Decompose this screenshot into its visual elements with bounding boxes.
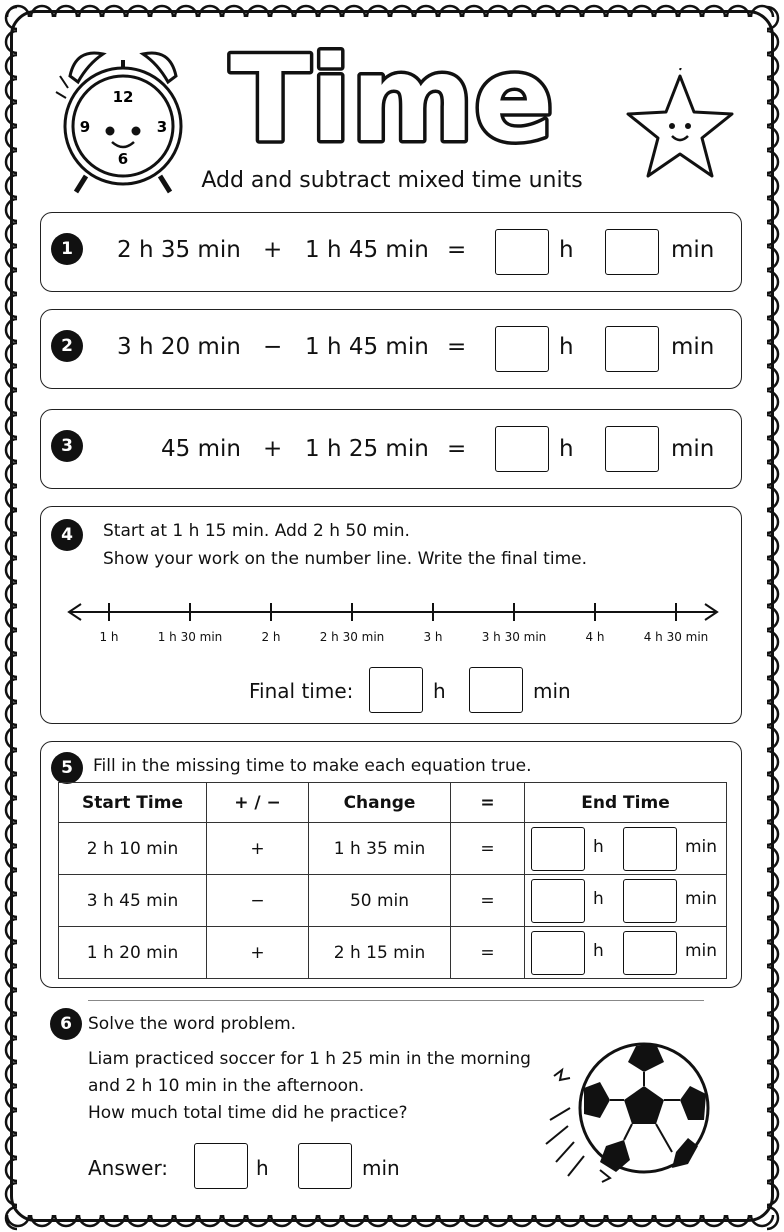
table-row: [59, 927, 727, 979]
operator: +: [263, 436, 283, 462]
minutes-unit: min: [533, 679, 571, 703]
left-operand: 2 h 35 min: [117, 237, 241, 263]
minutes-unit: min: [685, 837, 718, 857]
problem-number-badge: 4: [51, 519, 83, 551]
end-time-cell: [525, 823, 727, 875]
section-divider: [88, 1000, 704, 1001]
end-time-cell: [525, 927, 727, 979]
minutes-unit: min: [362, 1156, 400, 1180]
hours-unit: h: [256, 1156, 269, 1180]
table-row: [59, 823, 727, 875]
final-time-label: Final time:: [249, 679, 354, 703]
word-problem-line-3: How much total time did he practice?: [88, 1103, 408, 1123]
problem-6-instruction: Solve the word problem.: [88, 1014, 297, 1034]
start-time-cell: 2 h 10 min: [59, 823, 207, 875]
minutes-unit: min: [671, 237, 715, 263]
hours-unit: h: [559, 436, 574, 462]
word-problem-line-1: Liam practiced soccer for 1 h 25 min in the morning: [88, 1049, 531, 1069]
page-subtitle: Add and subtract mixed time units: [201, 168, 583, 193]
soccer-ball-icon: [540, 1028, 710, 1188]
end-time-cell: [525, 875, 727, 927]
final-hours-answer-box[interactable]: [369, 667, 423, 713]
column-header: Change: [309, 783, 451, 823]
minutes-answer-box[interactable]: [623, 931, 677, 975]
hours-unit: h: [559, 237, 574, 263]
problem-3-card: [40, 409, 742, 489]
operator: −: [263, 334, 283, 360]
equals-sign: =: [447, 334, 467, 360]
minutes-answer-box[interactable]: [623, 827, 677, 871]
hours-unit: h: [433, 679, 446, 703]
equals-cell: =: [451, 823, 525, 875]
answer-label: Answer:: [88, 1156, 169, 1180]
clock-number-3: 3: [156, 118, 168, 136]
column-header: =: [451, 783, 525, 823]
right-operand: 1 h 45 min: [305, 334, 429, 360]
problem-number-badge: 6: [50, 1008, 82, 1040]
clock-number-9: 9: [79, 118, 91, 136]
equals-sign: =: [447, 436, 467, 462]
operator-cell: −: [207, 875, 309, 927]
number-line-tick-label: 1 h: [99, 630, 119, 644]
change-cell: 50 min: [309, 875, 451, 927]
hours-unit: h: [593, 837, 604, 857]
operator-cell: +: [207, 823, 309, 875]
operator: +: [263, 237, 283, 263]
problem-4-line-1: Start at 1 h 15 min. Add 2 h 50 min.: [103, 521, 410, 541]
hours-answer-box[interactable]: [495, 426, 549, 472]
minutes-answer-box[interactable]: [605, 426, 659, 472]
minutes-answer-box[interactable]: [605, 326, 659, 372]
equals-sign: =: [447, 237, 467, 263]
column-header: + / −: [207, 783, 309, 823]
worksheet-header: [30, 28, 754, 198]
clock-number-12: 12: [112, 88, 134, 106]
number-line-tick-label: 4 h 30 min: [643, 630, 709, 644]
hours-unit: h: [593, 941, 604, 961]
minutes-answer-box[interactable]: [605, 229, 659, 275]
change-cell: 2 h 15 min: [309, 927, 451, 979]
answer-minutes-box[interactable]: [298, 1143, 352, 1189]
problem-1-card: [40, 212, 742, 292]
table-row: [59, 875, 727, 927]
problem-4-line-2: Show your work on the number line. Write the final time.: [103, 549, 587, 569]
minutes-unit: min: [671, 436, 715, 462]
hours-unit: h: [559, 334, 574, 360]
problem-number-badge: 5: [51, 752, 83, 784]
answer-hours-box[interactable]: [194, 1143, 248, 1189]
word-problem-line-2: and 2 h 10 min in the afternoon.: [88, 1076, 365, 1096]
clock-number-6: 6: [117, 150, 129, 168]
number-line-tick-label: 4 h: [585, 630, 605, 644]
left-operand: 3 h 20 min: [117, 334, 241, 360]
problem-4-card: [40, 506, 742, 724]
minutes-unit: min: [685, 889, 718, 909]
right-operand: 1 h 25 min: [305, 436, 429, 462]
number-line-tick-label: 3 h 30 min: [481, 630, 547, 644]
hours-unit: h: [593, 889, 604, 909]
title-text: Time: [230, 30, 554, 168]
column-header: Start Time: [59, 783, 207, 823]
hours-answer-box[interactable]: [531, 931, 585, 975]
minutes-unit: min: [671, 334, 715, 360]
equals-cell: =: [451, 875, 525, 927]
operator-cell: +: [207, 927, 309, 979]
number-line-tick-label: 2 h: [261, 630, 281, 644]
hours-answer-box[interactable]: [531, 879, 585, 923]
hours-answer-box[interactable]: [495, 229, 549, 275]
final-minutes-answer-box[interactable]: [469, 667, 523, 713]
change-cell: 1 h 35 min: [309, 823, 451, 875]
hours-answer-box[interactable]: [495, 326, 549, 372]
problem-number-badge: 2: [51, 330, 83, 362]
number-line-tick-label: 3 h: [423, 630, 443, 644]
missing-time-table: [58, 782, 727, 979]
column-header: End Time: [525, 783, 727, 823]
number-line-tick-label: 2 h 30 min: [319, 630, 385, 644]
problem-5-instruction: Fill in the missing time to make each equation true.: [93, 756, 532, 776]
table-header-row: [59, 783, 727, 823]
left-operand: 45 min: [161, 436, 241, 462]
problem-number-badge: 3: [51, 430, 83, 462]
hours-answer-box[interactable]: [531, 827, 585, 871]
start-time-cell: 3 h 45 min: [59, 875, 207, 927]
page-title: [210, 28, 574, 168]
equals-cell: =: [451, 927, 525, 979]
start-time-cell: 1 h 20 min: [59, 927, 207, 979]
number-line-tick-label: 1 h 30 min: [157, 630, 223, 644]
minutes-answer-box[interactable]: [623, 879, 677, 923]
right-operand: 1 h 45 min: [305, 237, 429, 263]
minutes-unit: min: [685, 941, 718, 961]
problem-number-badge: 1: [51, 233, 83, 265]
problem-2-card: [40, 309, 742, 389]
